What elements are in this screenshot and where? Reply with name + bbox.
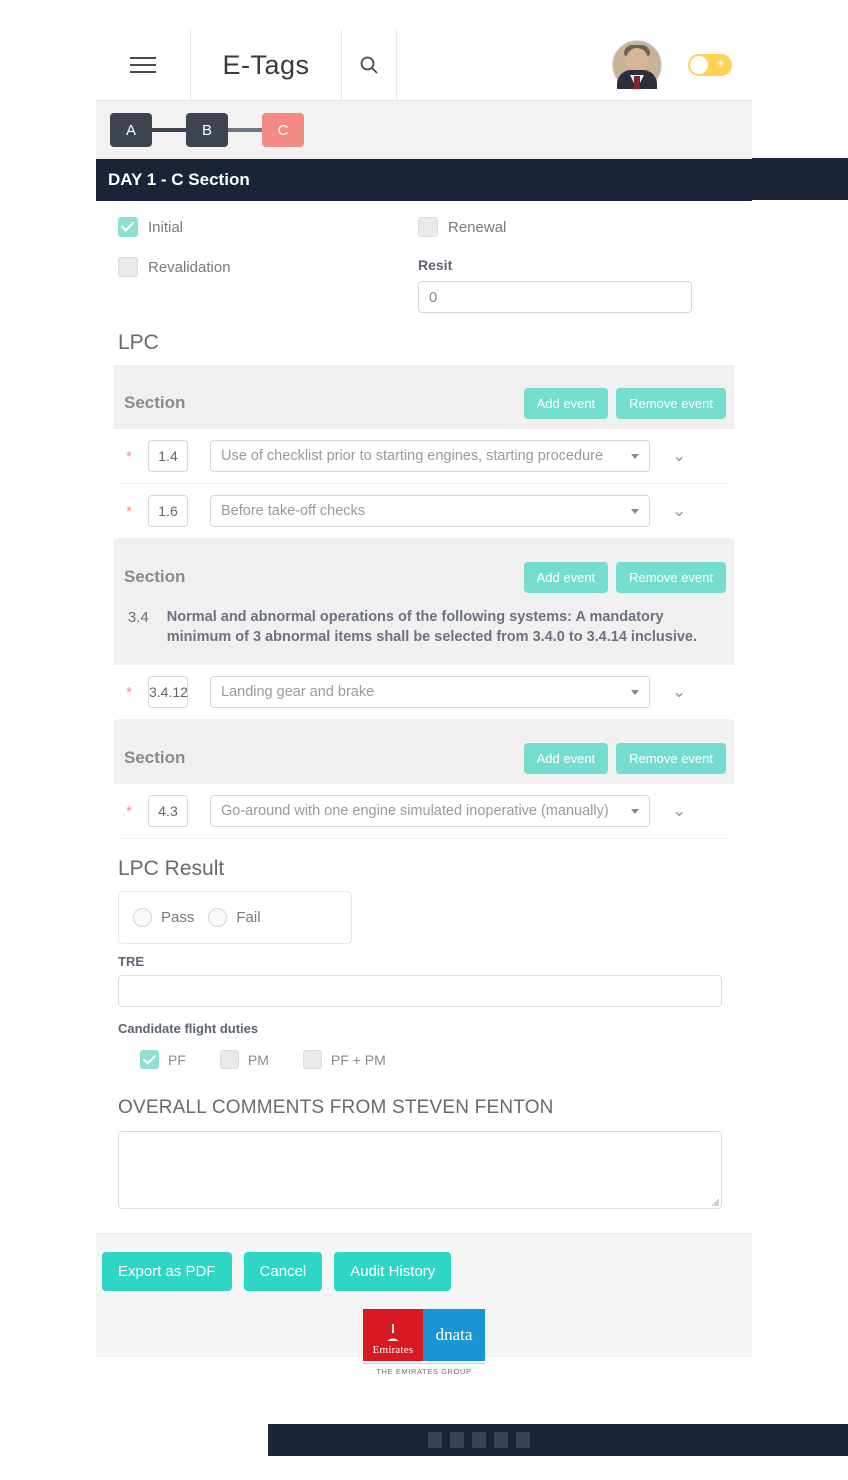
- step-connector-2: [228, 128, 262, 132]
- taskbar-item[interactable]: [450, 1432, 464, 1448]
- export-as-pdf-button[interactable]: Export as PDF: [102, 1252, 232, 1291]
- footer: [96, 1233, 752, 1376]
- step-b[interactable]: B: [186, 113, 228, 147]
- candidate-duties-options: [140, 1050, 730, 1069]
- dnata-logo-text: dnata: [423, 1309, 485, 1361]
- logo-caption: THE EMIRATES GROUP: [363, 1363, 485, 1376]
- section-1-add-event-button[interactable]: Add event: [524, 388, 609, 419]
- app-window: [96, 30, 752, 1376]
- expand-chevron-icon-1-4[interactable]: ⌄: [672, 446, 687, 465]
- section-3-header: [114, 732, 734, 784]
- step-connector-1: [152, 128, 186, 132]
- duty-pf-box[interactable]: [140, 1050, 159, 1069]
- item-select-3-4-12-value: Landing gear and brake: [221, 684, 375, 700]
- duty-pm[interactable]: [220, 1050, 269, 1069]
- checkbox-revalidation-box[interactable]: [118, 257, 138, 277]
- item-row-1-4: [118, 429, 730, 484]
- section-2-title: Section: [124, 567, 186, 586]
- required-icon: *: [126, 802, 132, 820]
- emirates-logo-text: Emirates: [372, 1344, 414, 1356]
- item-row-1-6: [118, 484, 730, 539]
- audit-history-button[interactable]: Audit History: [334, 1252, 451, 1291]
- item-number-4-3[interactable]: 4.3: [148, 795, 188, 827]
- required-icon: *: [126, 502, 132, 520]
- section-2-header: [114, 551, 734, 603]
- theme-toggle[interactable]: ☀: [688, 54, 732, 76]
- section-1-spacer: [114, 365, 734, 377]
- checkbox-initial-box[interactable]: [118, 217, 138, 237]
- top-bar-right: [397, 30, 752, 100]
- hamburger-icon[interactable]: [96, 30, 190, 100]
- day-header: DAY 1 - C Section: [96, 159, 752, 201]
- candidate-duties-label: Candidate flight duties: [118, 1021, 259, 1036]
- type-checkbox-row-1: [118, 217, 730, 313]
- chevron-down-icon: [631, 509, 639, 514]
- section-2-spacer: [114, 539, 734, 551]
- taskbar-items[interactable]: [428, 1432, 530, 1448]
- item-select-4-3-value: Go-around with one engine simulated inoperative (manually): [221, 803, 609, 819]
- item-number-3-4-12[interactable]: 3.4.12: [148, 676, 188, 708]
- taskbar-item[interactable]: [428, 1432, 442, 1448]
- taskbar-item[interactable]: [516, 1432, 530, 1448]
- section-1-remove-event-button[interactable]: Remove event: [616, 388, 726, 419]
- emirates-logo-mark: [363, 1309, 423, 1361]
- section-3-title: Section: [124, 748, 186, 767]
- emirates-dnata-logo: [363, 1309, 485, 1376]
- resit-group: [418, 257, 718, 313]
- item-select-1-4[interactable]: [210, 440, 650, 472]
- search-icon[interactable]: [342, 30, 397, 100]
- top-bar: [96, 30, 752, 101]
- item-select-1-6-value: Before take-off checks: [221, 503, 366, 519]
- expand-chevron-icon-3-4-12[interactable]: ⌄: [672, 682, 687, 701]
- section-1-header: [114, 377, 734, 429]
- item-select-1-4-value: Use of checklist prior to starting engines, starting procedure: [221, 448, 604, 464]
- duty-pf-pm[interactable]: [303, 1050, 386, 1069]
- expand-chevron-icon-1-6[interactable]: ⌄: [672, 501, 687, 520]
- section-2-note-text: Normal and abnormal operations of the following systems: A mandatory minimum of 3 abnormal items shall be selected from 3.4.0 to 3.4.14 inclusive.: [166, 609, 698, 645]
- progress-stepper: [96, 101, 752, 159]
- section-2-note: [114, 603, 734, 665]
- checkbox-initial[interactable]: [118, 217, 418, 237]
- item-row-4-3: [118, 784, 730, 839]
- chevron-down-icon: [631, 809, 639, 814]
- avatar[interactable]: [612, 40, 662, 90]
- lpc-section-3: [118, 720, 730, 839]
- item-select-4-3[interactable]: [210, 795, 650, 827]
- step-a[interactable]: A: [110, 113, 152, 147]
- item-number-1-6[interactable]: 1.6: [148, 495, 188, 527]
- checkbox-renewal[interactable]: [418, 217, 718, 237]
- section-1-title: Section: [124, 393, 186, 412]
- section-2-remove-event-button[interactable]: Remove event: [616, 562, 726, 593]
- lpc-section-2: [118, 539, 730, 720]
- duty-pf-pm-label: PF + PM: [330, 1051, 386, 1068]
- app-title: E-Tags: [190, 30, 342, 100]
- overall-comments-heading: OVERALL COMMENTS FROM STEVEN FENTON: [118, 1097, 554, 1118]
- expand-chevron-icon-4-3[interactable]: ⌄: [672, 801, 687, 820]
- radio-fail[interactable]: [208, 908, 260, 927]
- checkbox-initial-label: Initial: [148, 218, 184, 236]
- radio-pass-label: Pass: [161, 909, 195, 926]
- tre-input[interactable]: [118, 975, 722, 1007]
- cancel-button[interactable]: Cancel: [244, 1252, 323, 1291]
- section-3-add-event-button[interactable]: Add event: [524, 743, 609, 774]
- duty-pf-pm-box[interactable]: [303, 1050, 322, 1069]
- required-icon: *: [126, 683, 132, 701]
- taskbar-item[interactable]: [472, 1432, 486, 1448]
- tre-label: TRE: [118, 954, 144, 969]
- step-c[interactable]: C: [262, 113, 304, 147]
- checkbox-renewal-label: Renewal: [448, 218, 507, 236]
- section-2-add-event-button[interactable]: Add event: [524, 562, 609, 593]
- item-row-3-4-12: [118, 665, 730, 720]
- lpc-heading: LPC: [118, 331, 159, 354]
- lpc-result-options: [118, 891, 352, 944]
- duty-pm-label: PM: [247, 1051, 269, 1068]
- required-icon: *: [126, 447, 132, 465]
- duty-pf-label: PF: [168, 1051, 186, 1068]
- resit-label: Resit: [418, 257, 453, 273]
- chevron-down-icon: [631, 690, 639, 695]
- duty-pm-box[interactable]: [220, 1050, 239, 1069]
- item-select-1-6[interactable]: [210, 495, 650, 527]
- section-3-remove-event-button[interactable]: Remove event: [616, 743, 726, 774]
- checkbox-revalidation-label: Revalidation: [148, 258, 231, 276]
- item-select-3-4-12[interactable]: [210, 676, 650, 708]
- section-3-spacer: [114, 720, 734, 732]
- form-content: [96, 201, 752, 1209]
- radio-fail-dot[interactable]: [208, 908, 227, 927]
- duty-pf[interactable]: [140, 1050, 186, 1069]
- resit-input[interactable]: [418, 281, 692, 313]
- checkbox-revalidation[interactable]: [118, 257, 418, 277]
- checkbox-renewal-box[interactable]: [418, 217, 438, 237]
- overall-comments-textarea[interactable]: [118, 1131, 722, 1209]
- radio-pass-dot[interactable]: [133, 908, 152, 927]
- lpc-result-heading: LPC Result: [118, 857, 225, 880]
- lpc-section-1: [118, 365, 730, 539]
- section-2-note-number: 3.4: [127, 609, 149, 626]
- taskbar-item[interactable]: [494, 1432, 508, 1448]
- radio-pass[interactable]: [133, 908, 194, 927]
- radio-fail-label: Fail: [236, 909, 261, 926]
- chevron-down-icon: [631, 454, 639, 459]
- taskbar[interactable]: [268, 1424, 848, 1456]
- item-number-1-4[interactable]: 1.4: [148, 440, 188, 472]
- footer-buttons: [96, 1252, 752, 1291]
